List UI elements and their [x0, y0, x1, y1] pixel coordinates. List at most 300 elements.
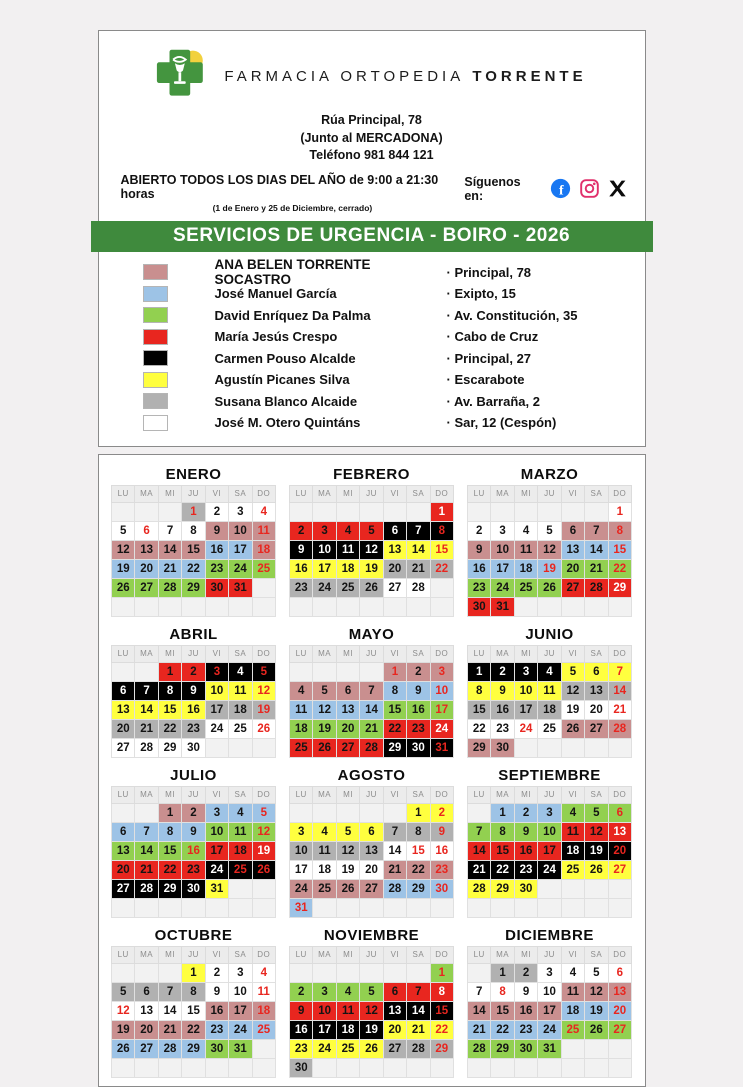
day-cell: 22 [158, 860, 181, 879]
empty-cell [514, 898, 537, 917]
day-cell: 17 [514, 700, 537, 719]
weekday-header: MA [135, 786, 158, 803]
month-title: ENERO [165, 465, 222, 483]
month-grid [111, 946, 276, 1078]
weekday-header: LU [468, 786, 491, 803]
day-cell: 3 [491, 521, 514, 540]
day-cell: 24 [313, 1039, 336, 1058]
month-grid [111, 485, 276, 617]
day-cell: 3 [290, 822, 313, 841]
day-cell: 13 [336, 700, 359, 719]
day-cell: 14 [468, 1001, 491, 1020]
day-cell: 18 [561, 1001, 584, 1020]
day-cell: 21 [383, 860, 406, 879]
weekday-header: LU [112, 645, 135, 662]
empty-cell [290, 803, 313, 822]
day-cell: 7 [407, 521, 430, 540]
empty-cell [112, 662, 135, 681]
weekday-header: MI [514, 645, 537, 662]
weekday-header: SA [407, 485, 430, 502]
day-cell: 19 [336, 860, 359, 879]
pharmacist-name: María Jesús Crespo [214, 329, 338, 345]
month-grid [289, 946, 454, 1078]
weekday-header: JU [182, 786, 205, 803]
empty-cell [514, 738, 537, 757]
day-cell: 16 [182, 700, 205, 719]
month-grid [289, 786, 454, 918]
pharmacist-legend [99, 252, 645, 446]
day-cell: 22 [182, 1020, 205, 1039]
follow-label: Síguenos en: [464, 174, 521, 203]
empty-cell [182, 1058, 205, 1077]
day-cell: 6 [360, 822, 383, 841]
weekday-header: SA [229, 485, 252, 502]
day-cell: 2 [491, 662, 514, 681]
day-cell: 11 [561, 982, 584, 1001]
month-abril [111, 625, 276, 758]
weekday-header: MI [158, 645, 181, 662]
month-title: AGOSTO [337, 766, 406, 784]
day-cell: 2 [290, 521, 313, 540]
day-cell: 27 [561, 578, 584, 597]
day-cell: 6 [608, 963, 631, 982]
day-cell: 28 [585, 578, 608, 597]
weekday-header: MI [514, 786, 537, 803]
day-cell: 10 [290, 841, 313, 860]
calendar-card [98, 454, 646, 1087]
empty-cell [561, 898, 584, 917]
day-cell: 12 [112, 540, 135, 559]
weekday-header: LU [468, 946, 491, 963]
weekday-header: SA [585, 485, 608, 502]
empty-cell [313, 662, 336, 681]
day-cell: 29 [491, 1039, 514, 1058]
day-cell: 29 [182, 578, 205, 597]
pharmacist-address: · Sar, 12 (Cespón) [446, 415, 557, 431]
weekday-header: VI [561, 645, 584, 662]
facebook-icon [550, 178, 571, 199]
month-title: NOVIEMBRE [323, 926, 420, 944]
day-cell: 29 [491, 879, 514, 898]
empty-cell [252, 1058, 275, 1077]
day-cell: 15 [182, 540, 205, 559]
weekday-header: LU [468, 485, 491, 502]
day-cell: 13 [112, 700, 135, 719]
day-cell: 15 [491, 1001, 514, 1020]
weekday-header: SA [585, 946, 608, 963]
day-cell: 12 [112, 1001, 135, 1020]
day-cell: 11 [514, 540, 537, 559]
empty-cell [112, 803, 135, 822]
day-cell: 26 [561, 719, 584, 738]
day-cell: 24 [205, 860, 228, 879]
empty-cell [252, 578, 275, 597]
day-cell: 4 [336, 521, 359, 540]
day-cell: 16 [468, 559, 491, 578]
day-cell: 7 [158, 521, 181, 540]
empty-cell [158, 963, 181, 982]
weekday-header: VI [205, 786, 228, 803]
empty-cell [407, 963, 430, 982]
day-cell: 26 [585, 1020, 608, 1039]
day-cell: 17 [229, 540, 252, 559]
day-cell: 21 [468, 1020, 491, 1039]
empty-cell [608, 597, 631, 616]
day-cell: 10 [229, 521, 252, 540]
day-cell: 5 [360, 521, 383, 540]
day-cell: 16 [514, 1001, 537, 1020]
empty-cell [468, 803, 491, 822]
day-cell: 15 [383, 700, 406, 719]
day-cell: 10 [514, 681, 537, 700]
empty-cell [407, 502, 430, 521]
pharmacy-address [99, 112, 645, 165]
day-cell: 28 [608, 719, 631, 738]
empty-cell [313, 597, 336, 616]
day-cell: 13 [383, 540, 406, 559]
day-cell: 19 [360, 1020, 383, 1039]
day-cell: 17 [313, 559, 336, 578]
day-cell: 26 [252, 719, 275, 738]
day-cell: 10 [538, 982, 561, 1001]
month-octubre [111, 926, 276, 1078]
empty-cell [182, 898, 205, 917]
day-cell: 28 [407, 578, 430, 597]
pharmacist-name: Carmen Pouso Alcalde [214, 350, 356, 366]
day-cell: 29 [468, 738, 491, 757]
weekday-header: MI [514, 485, 537, 502]
day-cell: 26 [360, 578, 383, 597]
pharmacist-address: · Principal, 78 [446, 264, 532, 280]
weekday-header: VI [205, 485, 228, 502]
day-cell: 14 [383, 841, 406, 860]
months-grid [111, 465, 633, 1078]
day-cell: 30 [205, 1039, 228, 1058]
empty-cell [313, 502, 336, 521]
weekday-header: DO [608, 946, 631, 963]
day-cell: 8 [383, 681, 406, 700]
day-cell: 6 [112, 822, 135, 841]
day-cell: 4 [538, 662, 561, 681]
empty-cell [491, 502, 514, 521]
day-cell: 6 [561, 521, 584, 540]
day-cell: 27 [336, 738, 359, 757]
day-cell: 7 [585, 521, 608, 540]
empty-cell [229, 898, 252, 917]
day-cell: 23 [290, 1039, 313, 1058]
weekday-header: JU [360, 786, 383, 803]
day-cell: 16 [430, 841, 453, 860]
weekday-header: MI [158, 786, 181, 803]
day-cell: 19 [313, 719, 336, 738]
weekday-header: VI [205, 946, 228, 963]
day-cell: 7 [608, 662, 631, 681]
day-cell: 19 [252, 700, 275, 719]
empty-cell [229, 1058, 252, 1077]
brand-title: FARMACIA ORTOPEDIA TORRENTE [224, 68, 587, 85]
day-cell: 22 [491, 1020, 514, 1039]
white-swatch [143, 415, 168, 431]
month-grid [111, 786, 276, 918]
day-cell: 28 [468, 879, 491, 898]
day-cell: 30 [514, 1039, 537, 1058]
empty-cell [585, 898, 608, 917]
day-cell: 6 [336, 681, 359, 700]
day-cell: 12 [252, 822, 275, 841]
day-cell: 30 [182, 879, 205, 898]
weekday-header: MA [135, 946, 158, 963]
month-julio [111, 766, 276, 918]
day-cell: 9 [182, 681, 205, 700]
empty-cell [290, 963, 313, 982]
empty-cell [383, 898, 406, 917]
day-cell: 18 [252, 540, 275, 559]
day-cell: 13 [112, 841, 135, 860]
pharmacist-name: David Enríquez Da Palma [214, 307, 371, 323]
weekday-header: VI [383, 946, 406, 963]
day-cell: 7 [407, 982, 430, 1001]
month-title: JULIO [170, 766, 217, 784]
day-cell: 13 [383, 1001, 406, 1020]
day-cell: 19 [538, 559, 561, 578]
weekday-header: LU [112, 946, 135, 963]
day-cell: 6 [383, 982, 406, 1001]
month-grid [111, 645, 276, 758]
day-cell: 21 [135, 719, 158, 738]
day-cell: 30 [205, 578, 228, 597]
address-line-2: (Junto al MERCADONA) [300, 130, 443, 145]
day-cell: 18 [336, 559, 359, 578]
weekday-header: VI [383, 645, 406, 662]
day-cell: 1 [383, 662, 406, 681]
day-cell: 27 [360, 879, 383, 898]
day-cell: 23 [514, 1020, 537, 1039]
empty-cell [561, 1058, 584, 1077]
day-cell: 16 [290, 1020, 313, 1039]
empty-cell [135, 597, 158, 616]
empty-cell [608, 1039, 631, 1058]
empty-cell [407, 898, 430, 917]
weekday-header: MI [514, 946, 537, 963]
empty-cell [360, 502, 383, 521]
weekday-header: SA [585, 786, 608, 803]
day-cell: 19 [561, 700, 584, 719]
empty-cell [360, 803, 383, 822]
empty-cell [158, 597, 181, 616]
day-cell: 24 [205, 719, 228, 738]
empty-cell [135, 1058, 158, 1077]
day-cell: 11 [561, 822, 584, 841]
empty-cell [468, 502, 491, 521]
empty-cell [336, 803, 359, 822]
empty-cell [336, 898, 359, 917]
header-card [98, 30, 646, 447]
empty-cell [313, 963, 336, 982]
empty-cell [407, 597, 430, 616]
empty-cell [336, 963, 359, 982]
empty-cell [430, 597, 453, 616]
day-cell: 12 [360, 1001, 383, 1020]
weekday-header: MI [336, 485, 359, 502]
day-cell: 6 [383, 521, 406, 540]
day-cell: 1 [182, 502, 205, 521]
day-cell: 30 [430, 879, 453, 898]
pharmacist-name: Susana Blanco Alcaide [214, 393, 358, 409]
day-cell: 29 [608, 578, 631, 597]
weekday-header: LU [112, 786, 135, 803]
empty-cell [538, 1058, 561, 1077]
weekday-header: SA [407, 786, 430, 803]
empty-cell [182, 597, 205, 616]
weekday-header: JU [538, 645, 561, 662]
day-cell: 9 [430, 822, 453, 841]
day-cell: 4 [252, 963, 275, 982]
day-cell: 25 [229, 860, 252, 879]
day-cell: 18 [538, 700, 561, 719]
day-cell: 28 [135, 879, 158, 898]
day-cell: 23 [407, 719, 430, 738]
day-cell: 27 [135, 1039, 158, 1058]
day-cell: 1 [468, 662, 491, 681]
day-cell: 3 [229, 963, 252, 982]
weekday-header: LU [290, 485, 313, 502]
empty-cell [158, 1058, 181, 1077]
day-cell: 26 [585, 860, 608, 879]
day-cell: 6 [112, 681, 135, 700]
day-cell: 1 [491, 803, 514, 822]
day-cell: 1 [608, 502, 631, 521]
day-cell: 4 [336, 982, 359, 1001]
weekday-header: VI [561, 786, 584, 803]
day-cell: 25 [336, 1039, 359, 1058]
month-febrero [289, 465, 454, 617]
empty-cell [313, 803, 336, 822]
day-cell: 30 [182, 738, 205, 757]
day-cell: 5 [336, 822, 359, 841]
empty-cell [229, 738, 252, 757]
empty-cell [229, 597, 252, 616]
weekday-header: JU [182, 946, 205, 963]
legend-row [99, 369, 645, 391]
day-cell: 1 [407, 803, 430, 822]
day-cell: 22 [182, 559, 205, 578]
month-title: SEPTIEMBRE [498, 766, 601, 784]
empty-cell [360, 662, 383, 681]
day-cell: 25 [252, 1020, 275, 1039]
day-cell: 25 [290, 738, 313, 757]
svg-text:f: f [558, 183, 564, 199]
month-title: OCTUBRE [154, 926, 233, 944]
day-cell: 3 [514, 662, 537, 681]
day-cell: 30 [290, 1058, 313, 1077]
empty-cell [585, 738, 608, 757]
day-cell: 24 [538, 1020, 561, 1039]
empty-cell [252, 597, 275, 616]
day-cell: 17 [290, 860, 313, 879]
black-swatch [143, 350, 168, 366]
weekday-header: MA [135, 645, 158, 662]
weekday-header: LU [112, 485, 135, 502]
day-cell: 4 [561, 803, 584, 822]
empty-cell [608, 879, 631, 898]
empty-cell [112, 502, 135, 521]
weekday-header: DO [252, 485, 275, 502]
pharmacist-name: José Manuel García [214, 286, 337, 302]
opening-hours-row [99, 173, 645, 213]
day-cell: 3 [313, 982, 336, 1001]
empty-cell [360, 1058, 383, 1077]
day-cell: 20 [383, 559, 406, 578]
day-cell: 16 [407, 700, 430, 719]
services-banner: SERVICIOS DE URGENCIA - BOIRO - 2026 [91, 221, 653, 252]
day-cell: 10 [491, 540, 514, 559]
day-cell: 3 [538, 803, 561, 822]
day-cell: 27 [135, 578, 158, 597]
day-cell: 5 [252, 662, 275, 681]
empty-cell [430, 1058, 453, 1077]
weekday-header: JU [538, 485, 561, 502]
day-cell: 28 [468, 1039, 491, 1058]
legend-row [99, 412, 645, 434]
weekday-header: MA [313, 946, 336, 963]
day-cell: 28 [135, 738, 158, 757]
day-cell: 19 [252, 841, 275, 860]
empty-cell [468, 1058, 491, 1077]
day-cell: 11 [252, 521, 275, 540]
day-cell: 11 [336, 540, 359, 559]
empty-cell [561, 879, 584, 898]
pharmacist-address: · Av. Constitución, 35 [446, 307, 578, 323]
day-cell: 22 [407, 860, 430, 879]
day-cell: 5 [313, 681, 336, 700]
empty-cell [360, 597, 383, 616]
day-cell: 15 [430, 1001, 453, 1020]
day-cell: 14 [158, 540, 181, 559]
day-cell: 20 [112, 719, 135, 738]
day-cell: 9 [514, 982, 537, 1001]
empty-cell [135, 898, 158, 917]
day-cell: 12 [538, 540, 561, 559]
day-cell: 6 [135, 982, 158, 1001]
social-row [464, 175, 626, 203]
day-cell: 3 [313, 521, 336, 540]
empty-cell [491, 898, 514, 917]
day-cell: 21 [407, 559, 430, 578]
day-cell: 15 [608, 540, 631, 559]
day-cell: 11 [290, 700, 313, 719]
day-cell: 17 [205, 700, 228, 719]
day-cell: 17 [430, 700, 453, 719]
day-cell: 13 [608, 822, 631, 841]
empty-cell [205, 597, 228, 616]
day-cell: 20 [608, 1001, 631, 1020]
day-cell: 24 [229, 1020, 252, 1039]
weekday-header: MI [336, 946, 359, 963]
instagram-icon [579, 178, 600, 199]
day-cell: 27 [112, 879, 135, 898]
day-cell: 23 [491, 719, 514, 738]
empty-cell [290, 502, 313, 521]
month-grid [289, 645, 454, 758]
empty-cell [205, 738, 228, 757]
day-cell: 28 [158, 578, 181, 597]
day-cell: 17 [229, 1001, 252, 1020]
day-cell: 17 [538, 1001, 561, 1020]
day-cell: 4 [229, 803, 252, 822]
weekday-header: DO [252, 786, 275, 803]
day-cell: 15 [158, 841, 181, 860]
month-grid [289, 485, 454, 617]
